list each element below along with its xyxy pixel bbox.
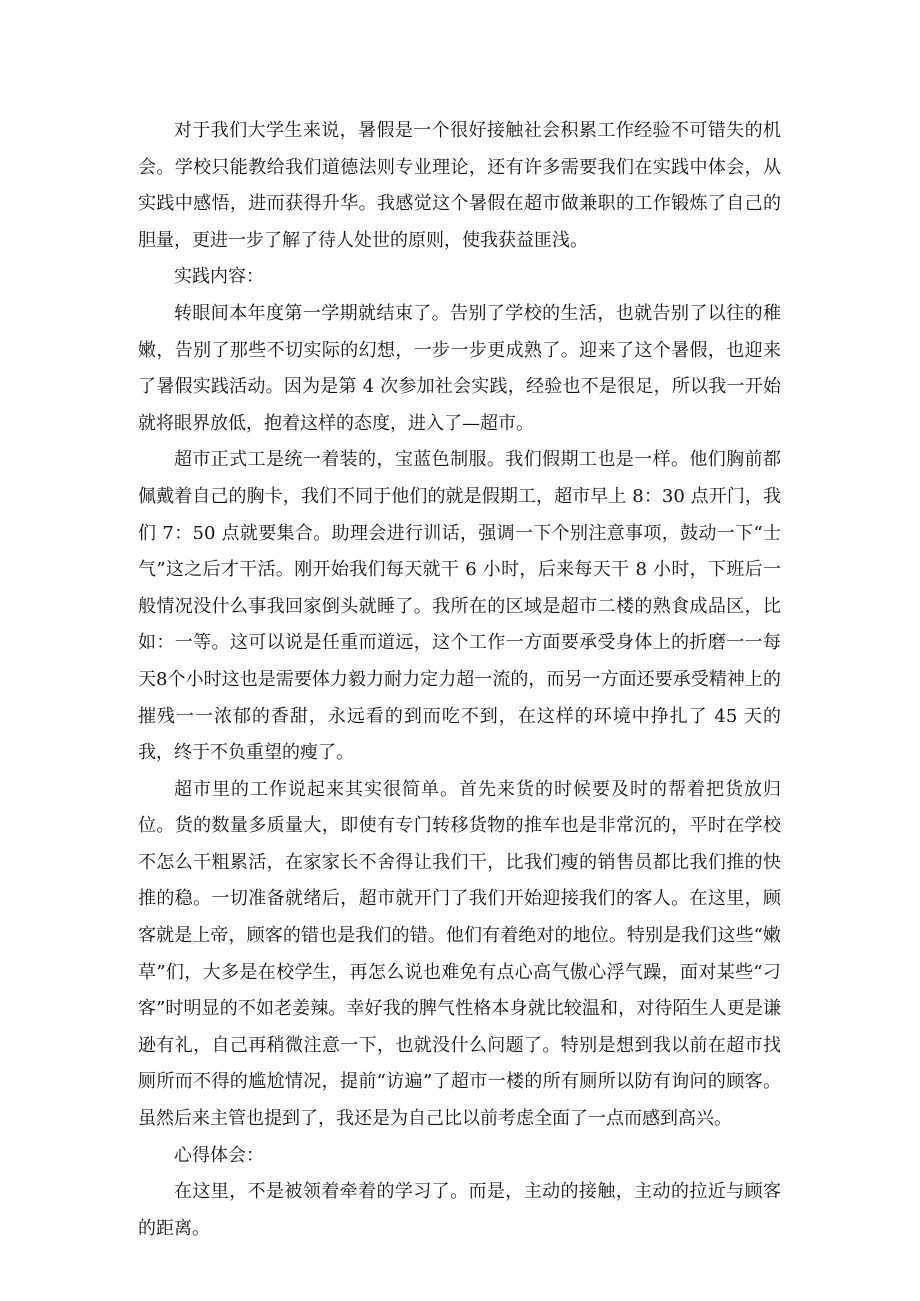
practice-content-heading: 实践内容： xyxy=(174,266,264,288)
practice-paragraph-2: 超市正式工是统一着装的，宝蓝色制服。我们假期工也是一样。他们胸前都佩戴着自己的胸卡，我们不同于他们的就是假期工，超市早上 8：30 点开门，我们 7：50 点就要集合。助理会进行训话，强调一下个别注意事项，鼓动一下“士气”这之后才干活。刚开始我们每天就干 6 小时，后来每天干 8 小时，下班后一般情况没什么事我回家倒头就睡了。我所在的区域是超市二楼的熟食成品区，比如：一等。这可以说是任重而道远，这个工作一方面要承受身体上的折磨一一每天8个小时这也是需要体力毅力耐力定力超一流的，而另一方面还要承受精神上的摧残一一浓郁的香甜，永远看的到而吃不到，在这样的环境中挣扎了 45 天的我，终于不负重望的瘦了。 xyxy=(138,449,781,764)
document-body xyxy=(138,113,781,1247)
practice-paragraph-3: 超市里的工作说起来其实很简单。首先来货的时候要及时的帮着把货放归位。货的数量多质量大，即使有专门转移货物的推车也是非常沉的，平时在学校不怎么干粗累活，在家家长不舍得让我们干，比我们瘦的销售员都比我们推的快推的稳。一切准备就绪后，超市就开门了我们开始迎接我们的客人。在这里，顾客就是上帝，顾客的错也是我们的错。他们有着绝对的地位。特别是我们这些“嫩草”们，大多是在校学生，再怎么说也难免有点心高气傲心浮气躁，面对某些“刁客”时明显的不如老姜辣。幸好我的脾气性格本身就比较温和，对待陌生人更是谦逊有礼，自己再稍微注意一下，也就没什么问题了。特别是想到我以前在超市找厕所而不得的尴尬情况，提前“访遍”了超市一楼的所有厕所以防有询问的顾客。虽然后来主管也提到了，我还是为自己比以前考虑全面了一点而感到高兴。 xyxy=(138,778,781,1130)
reflection-paragraph: 在这里，不是被领着牵着的学习了。而是，主动的接触，主动的拉近与顾客的距离。 xyxy=(138,1181,781,1239)
reflection-heading: 心得体会： xyxy=(174,1144,264,1166)
practice-paragraph-1: 转眼间本年度第一学期就结束了。告别了学校的生活，也就告别了以往的稚嫩，告别了那些不切实际的幻想，一步一步更成熟了。迎来了这个暑假，也迎来了暑假实践活动。因为是第 4 次参加社会实践，经验也不是很足，所以我一开始就将眼界放低，抱着这样的态度，进入了—超市。 xyxy=(138,302,781,434)
intro-paragraph: 对于我们大学生来说，暑假是一个很好接触社会积累工作经验不可错失的机会。学校只能教给我们道德法则专业理论，还有许多需要我们在实践中体会，从实践中感悟，进而获得升华。我感觉这个暑假在超市做兼职的工作锻炼了自己的胆量，更进一步了解了待人处世的原则，使我获益匪浅。 xyxy=(138,120,781,251)
